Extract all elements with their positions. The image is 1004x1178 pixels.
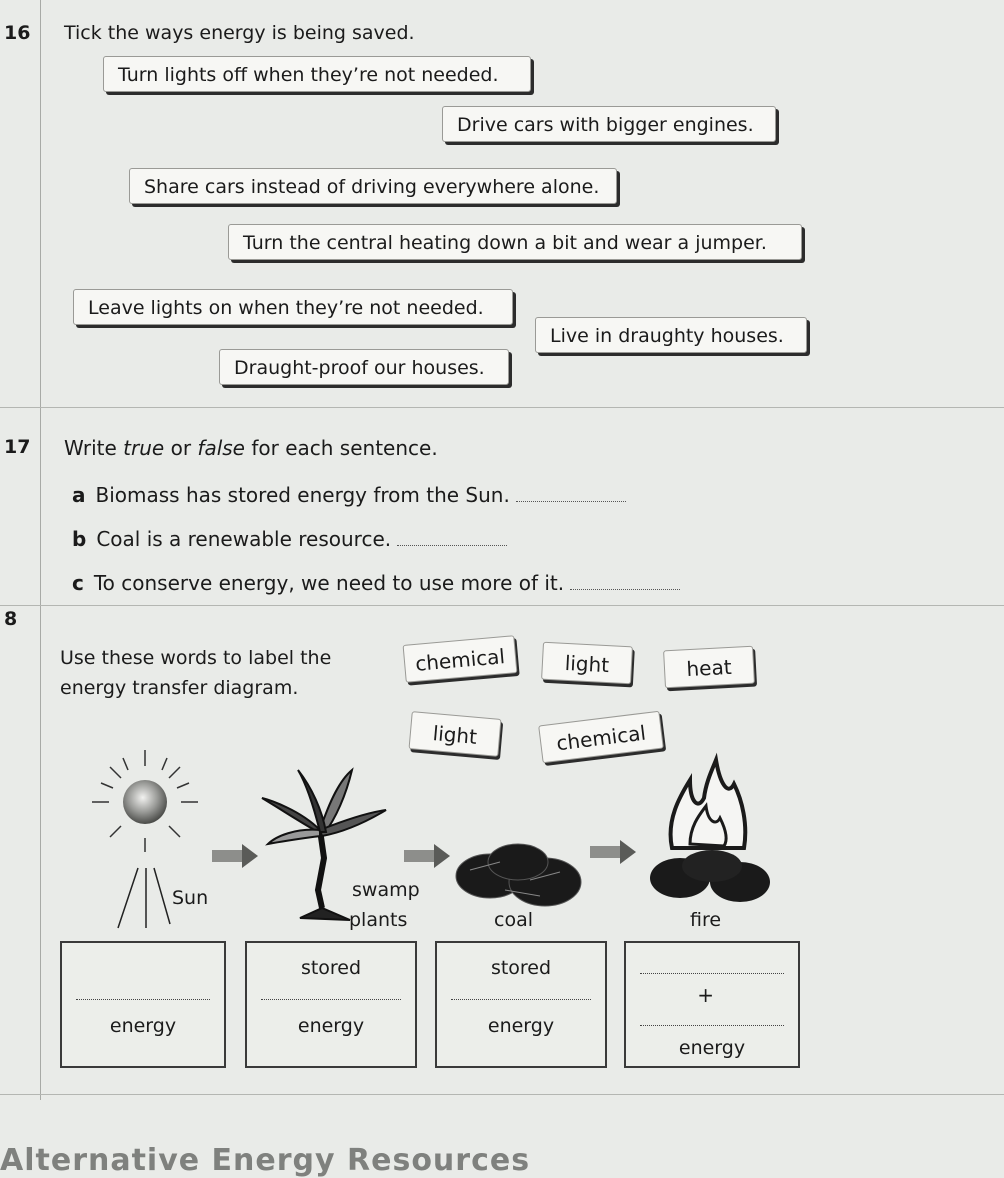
question-number: 16 — [4, 22, 31, 44]
option-card[interactable]: Live in draughty houses. — [535, 317, 807, 353]
answer-blank[interactable] — [261, 999, 401, 1000]
energy-box-fire[interactable]: + energy — [624, 941, 800, 1068]
answer-blank[interactable] — [570, 589, 680, 590]
fire-label: fire — [690, 909, 722, 931]
energy-box-coal[interactable]: stored energy — [435, 941, 607, 1068]
word-card-heat[interactable]: heat — [663, 646, 755, 689]
word-card-chemical[interactable]: chemical — [538, 711, 664, 764]
answer-blank[interactable] — [640, 1025, 784, 1026]
word-card-light[interactable]: light — [541, 642, 633, 685]
option-card[interactable]: Turn lights off when they’re not needed. — [103, 56, 531, 92]
answer-blank[interactable] — [516, 501, 626, 502]
question-instruction-line1: Use these words to label the — [60, 647, 332, 669]
sentence-a: a Biomass has stored energy from the Sun. — [72, 483, 626, 507]
fire-icon — [650, 760, 770, 902]
question-number: 17 — [4, 436, 31, 458]
question-instruction: Tick the ways energy is being saved. — [64, 22, 415, 44]
option-card[interactable]: Leave lights on when they’re not needed. — [73, 289, 513, 325]
coal-label: coal — [494, 909, 533, 931]
answer-blank[interactable] — [76, 999, 210, 1000]
option-card[interactable]: Turn the central heating down a bit and wear a jumper. — [228, 224, 802, 260]
energy-box-sun[interactable]: energy — [60, 941, 226, 1068]
question-number: 8 — [4, 608, 18, 630]
energy-box-plants[interactable]: stored energy — [245, 941, 417, 1068]
section-divider — [0, 407, 1004, 408]
question-instruction: Write true or false for each sentence. — [64, 436, 438, 460]
plants-label: plants — [349, 909, 408, 931]
arrow-icon — [404, 844, 450, 868]
option-card[interactable]: Draught-proof our houses. — [219, 349, 509, 385]
sentence-c: c To conserve energy, we need to use more of it. — [72, 571, 680, 595]
option-card[interactable]: Share cars instead of driving everywhere alone. — [129, 168, 617, 204]
sun-label: Sun — [172, 887, 209, 909]
answer-blank[interactable] — [451, 999, 591, 1000]
swamp-label: swamp — [352, 879, 420, 901]
answer-blank[interactable] — [397, 545, 507, 546]
word-card-chemical[interactable]: chemical — [403, 635, 518, 683]
question-instruction-line2: energy transfer diagram. — [60, 677, 299, 699]
option-card[interactable]: Drive cars with bigger engines. — [442, 106, 776, 142]
answer-blank[interactable] — [640, 973, 784, 974]
section-divider — [0, 605, 1004, 606]
footer-heading: Alternative Energy Resources — [0, 1143, 531, 1178]
section-divider — [0, 1094, 1004, 1095]
coal-icon — [456, 844, 581, 906]
sentence-b: b Coal is a renewable resource. — [72, 527, 507, 551]
word-card-light[interactable]: light — [409, 711, 502, 757]
arrow-icon — [212, 844, 258, 868]
arrow-icon — [590, 840, 636, 864]
